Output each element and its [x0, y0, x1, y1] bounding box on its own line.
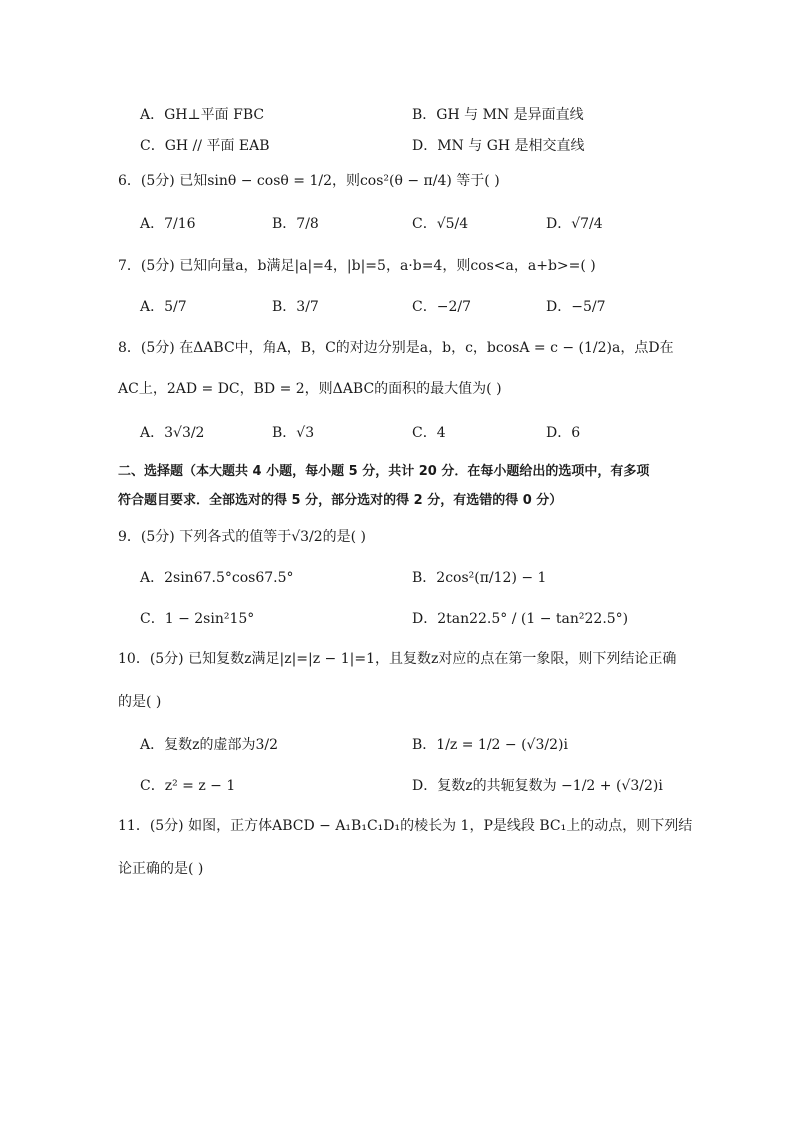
q10-stem-line2: 的是( ): [118, 694, 162, 710]
q6-option-d: D．√7/4: [546, 216, 603, 232]
q7-option-a: A．5/7: [140, 299, 187, 315]
q5-option-c: C．GH // 平面 EAB: [140, 138, 270, 154]
q10-option-c: C．z² = z − 1: [140, 778, 236, 794]
q10-option-d: D．复数z的共轭复数为 −1/2 + (√3/2)i: [412, 778, 663, 794]
section2-heading-line1: 二、选择题（本大题共 4 小题，每小题 5 分，共计 20 分．在每小题给出的选项中，有多项: [118, 464, 650, 479]
q9-option-c: C．1 − 2sin²15°: [140, 611, 255, 627]
q5-option-b: B．GH 与 MN 是异面直线: [412, 107, 584, 123]
q6-option-c: C．√5/4: [412, 216, 469, 232]
q7-option-d: D．−5/7: [546, 299, 606, 315]
q10-stem-line1: 10．(5分) 已知复数z满足|z|=|z − 1|=1，且复数z对应的点在第一象限，则下列结论正确: [118, 651, 677, 667]
q9-option-b: B．2cos²(π/12) − 1: [412, 570, 547, 586]
q7-option-c: C．−2/7: [412, 299, 471, 315]
q7-stem: 7．(5分) 已知向量a，b满足|a|=4，|b|=5，a·b=4，则cos<a，a+b>=( ): [118, 258, 596, 274]
q6-stem: 6．(5分) 已知sinθ − cosθ = 1/2，则cos²(θ − π/4) 等于( ): [118, 173, 500, 189]
q8-option-b: B．√3: [272, 425, 315, 441]
q9-option-d: D．2tan22.5° / (1 − tan²22.5°): [412, 611, 629, 627]
q9-stem: 9．(5分) 下列各式的值等于√3/2的是( ): [118, 529, 367, 545]
q8-option-c: C．4: [412, 425, 446, 441]
q7-option-b: B．3/7: [272, 299, 319, 315]
q8-option-d: D．6: [546, 425, 581, 441]
q6-option-b: B．7/8: [272, 216, 319, 232]
q5-option-d: D．MN 与 GH 是相交直线: [412, 138, 585, 154]
q11-stem-line1: 11．(5分) 如图，正方体ABCD − A₁B₁C₁D₁的棱长为 1，P是线段 BC₁上的动点，则下列结: [118, 818, 693, 834]
q10-option-a: A．复数z的虚部为3/2: [140, 737, 279, 753]
q8-stem-line2: AC上，2AD = DC，BD = 2，则ΔABC的面积的最大值为( ): [118, 381, 502, 397]
q10-option-b: B．1/z = 1/2 − (√3/2)i: [412, 737, 568, 753]
q5-option-a: A．GH⊥平面 FBC: [140, 107, 265, 123]
q6-option-a: A．7/16: [140, 216, 196, 232]
q8-option-a: A．3√3/2: [140, 425, 205, 441]
q8-stem-line1: 8．(5分) 在ΔABC中，角A，B，C的对边分别是a，b，c，bcosA = c − (1/2)a，点D在: [118, 340, 674, 356]
q9-option-a: A．2sin67.5°cos67.5°: [140, 570, 294, 586]
q11-stem-line2: 论正确的是( ): [118, 861, 204, 877]
section2-heading-line2: 符合题目要求．全部选对的得 5 分，部分选对的得 2 分，有选错的得 0 分）: [118, 493, 563, 508]
